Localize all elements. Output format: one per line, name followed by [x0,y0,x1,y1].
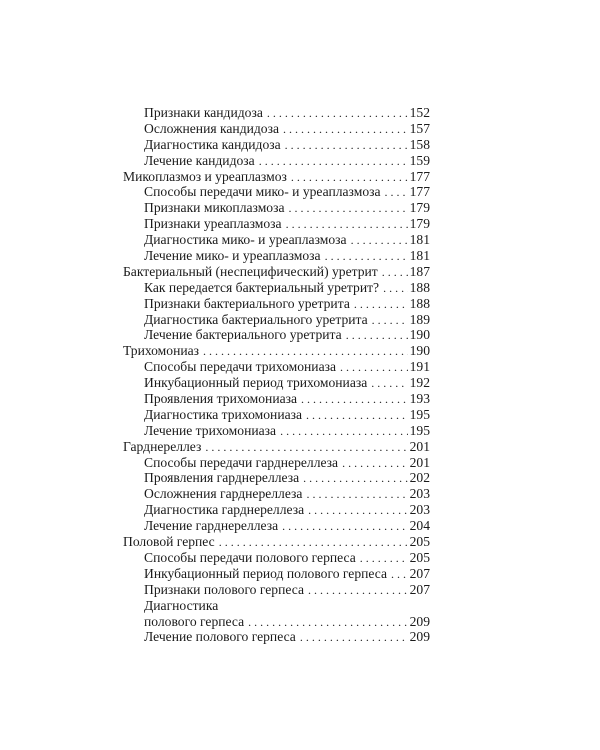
toc-page-number: 201 [409,438,430,454]
toc-page-number: 152 [409,105,430,120]
toc-entry-title: Бактериальный (неспецифический) уретрит [123,263,378,279]
toc-entry-title: Способы передачи трихомониаза [144,359,337,375]
toc-entry-title: Микоплазмоз и уреаплазмоз [123,168,287,184]
toc-dot-leader [267,106,408,122]
toc-page-number: 177 [409,168,430,184]
toc-page-number: 190 [409,327,430,343]
toc-entry-title: Гарднереллез [123,438,202,454]
toc-entry-title: Диагностика бактериального уретрита [144,311,368,327]
toc-dot-leader [205,440,407,456]
toc-subsection-entry [123,184,430,200]
toc-section-entry [123,264,430,280]
toc-entry-title: Признаки кандидоза [144,105,263,120]
toc-page-number: 207 [409,565,430,581]
toc-subsection-entry [123,153,430,169]
toc-page-number: 195 [409,422,430,438]
toc-subsection-entry [123,614,430,630]
toc-dot-leader [259,154,408,170]
toc-subsection-entry [123,629,430,645]
toc-page-number: 187 [409,263,430,279]
toc-dot-leader [308,583,408,599]
toc-subsection-entry [123,359,430,375]
toc-dot-leader [372,313,408,329]
toc-page-number: 179 [409,200,430,216]
toc-dot-leader [306,408,408,424]
toc-entry-title: Лечение бактериального уретрита [144,327,342,343]
toc-entry-title: Лечение мико- и уреаплазмоза [144,248,321,264]
toc-page-number: 159 [409,152,430,168]
toc-subsection-entry [123,121,430,137]
toc-page-number: 190 [409,343,430,359]
toc-dot-leader [383,281,408,297]
toc-page-number: 195 [409,406,430,422]
toc-subsection-entry [123,423,430,439]
toc-subsection-entry [123,566,430,582]
toc-dot-leader [371,376,407,392]
toc-entry-title: Признаки полового герпеса [144,581,304,597]
toc-dot-leader [360,551,408,567]
toc-page-number: 193 [409,391,430,407]
toc-dot-leader [248,615,407,631]
toc-page-number: 189 [409,311,430,327]
toc-dot-leader [285,138,408,154]
toc-page-number: 188 [409,295,430,311]
toc-dot-leader [308,503,408,519]
toc-dot-leader [351,233,408,249]
toc-page-number: 203 [409,486,430,502]
toc-page-number: 202 [409,470,430,486]
toc-entry-title: Способы передачи мико- и уреаплазмоза [144,184,381,200]
toc-section-entry [123,169,430,185]
toc-entry-title: Признаки уреаплазмоза [144,216,282,232]
toc-page-number: 157 [409,120,430,136]
toc-entry-title: Инкубационный период трихомониаза [144,375,368,391]
toc-dot-leader [291,170,408,186]
toc-entry-title: Лечение кандидоза [144,152,255,168]
toc-entry-title: Диагностика кандидоза [144,136,281,152]
toc-entry-title: Лечение трихомониаза [144,422,277,438]
toc-dot-leader [391,567,408,583]
toc-section-entry [123,439,430,455]
toc-entry-title: Признаки бактериального уретрита [144,295,350,311]
toc-entry-title: Лечение гарднереллеза [144,518,279,534]
toc-entry-title: Диагностика трихомониаза [144,406,303,422]
toc-subsection-entry [123,502,430,518]
toc-entry-title: Осложнения гарднереллеза [144,486,303,502]
toc-entry-title: Осложнения кандидоза [144,120,280,136]
toc-entry-title: Способы передачи гарднереллеза [144,454,339,470]
toc-page-number: 192 [409,375,430,391]
toc-entry-title: Половой герпес [123,534,215,550]
toc-entry-title: Инкубационный период полового герпеса [144,565,388,581]
toc-subsection-entry [123,105,430,121]
toc-entry-title: Проявления гарднереллеза [144,470,300,486]
toc-page-number: 181 [409,232,430,248]
toc-section-entry [123,343,430,359]
toc-dot-leader [300,630,408,646]
toc-page-number: 205 [409,534,430,550]
toc-subsection-entry [123,232,430,248]
toc-page-number: 209 [409,629,430,645]
toc-dot-leader [346,328,408,344]
toc-dot-leader [282,519,407,535]
toc-dot-leader [303,471,407,487]
toc-page-number: 207 [409,581,430,597]
toc-subsection-entry [123,375,430,391]
toc-entry-title: Способы передачи полового герпеса [144,549,356,565]
toc-subsection-entry [123,518,430,534]
toc-subsection-entry [123,296,430,312]
toc-page-number: 191 [409,359,430,375]
toc-page-number: 177 [409,184,430,200]
toc-subsection-entry [123,470,430,486]
toc-page-number: 203 [409,502,430,518]
toc-entry-title: Лечение полового герпеса [144,629,296,645]
toc-dot-leader [340,360,408,376]
toc-dot-leader [286,217,408,233]
toc-subsection-entry [123,312,430,328]
toc-dot-leader [385,185,408,201]
toc-dot-leader [289,201,408,217]
toc-entry-title: Диагностика мико- и уреаплазмоза [144,232,347,248]
toc-subsection-entry [123,598,430,614]
toc-subsection-entry [123,248,430,264]
toc-page-number: 158 [409,136,430,152]
toc-page-number: 204 [409,518,430,534]
toc-subsection-entry [123,486,430,502]
toc-entry-title: Признаки микоплазмоза [144,200,285,216]
toc-section-entry [123,534,430,550]
table-of-contents [123,105,430,645]
toc-dot-leader [301,392,408,408]
toc-dot-leader [283,122,408,138]
toc-page-number: 205 [409,549,430,565]
toc-dot-leader [382,265,408,281]
toc-page-number: 188 [409,279,430,295]
toc-dot-leader [203,344,408,360]
toc-subsection-entry [123,280,430,296]
toc-subsection-entry [123,137,430,153]
toc-entry-title: полового герпеса [144,613,245,629]
toc-entry-title: Диагностика гарднереллеза [144,502,305,518]
toc-dot-leader [280,424,408,440]
toc-page-number: 179 [409,216,430,232]
toc-dot-leader [325,249,408,265]
toc-entry-title: Диагностика [144,597,219,613]
toc-subsection-entry [123,582,430,598]
toc-subsection-entry [123,200,430,216]
toc-subsection-entry [123,550,430,566]
toc-subsection-entry [123,407,430,423]
toc-entry-title: Трихомониаз [123,343,200,359]
toc-entry-title: Как передается бактериальный уретрит? [144,279,380,295]
toc-entry-title: Проявления трихомониаза [144,391,298,407]
toc-subsection-entry [123,216,430,232]
toc-subsection-entry [123,391,430,407]
toc-page-number: 201 [409,454,430,470]
toc-subsection-entry [123,455,430,471]
toc-page-number: 181 [409,248,430,264]
toc-dot-leader [342,456,408,472]
toc-subsection-entry [123,327,430,343]
toc-dot-leader [354,297,408,313]
toc-page-number: 209 [409,613,430,629]
toc-dot-leader [219,535,408,551]
toc-dot-leader [306,487,407,503]
